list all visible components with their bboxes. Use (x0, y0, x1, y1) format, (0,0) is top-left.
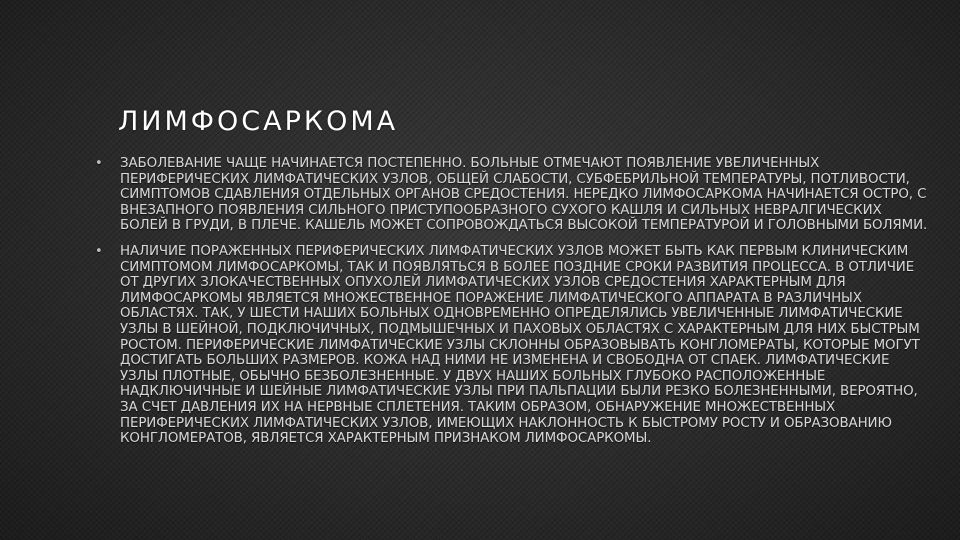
bullet-item (95, 156, 928, 234)
bullet-text: ЗАБОЛЕВАНИЕ ЧАЩЕ НАЧИНАЕТСЯ ПОСТЕПЕННО. БОЛЬНЫЕ ОТМЕЧАЮТ ПОЯВЛЕНИЕ УВЕЛИЧЕННЫХ ПЕРИФЕРИЧЕСКИХ ЛИМФАТИЧЕСКИХ УЗЛОВ, ОБЩЕЙ СЛАБОСТИ, СУБФЕБРИЛЬНОЙ ТЕМПЕРАТУРЫ, ПОТЛИВОСТИ, СИМПТОМОВ СДАВЛЕНИЯ ОТДЕЛЬНЫХ ОРГАНОВ СРЕДОСТЕНИЯ. НЕРЕДКО ЛИМФОСАРКОМА НАЧИНАЕТСЯ ОСТРО, С ВНЕЗАПНОГО ПОЯВЛЕНИЯ СИЛЬНОГО ПРИСТУПООБРАЗНОГО СУХОГО КАШЛЯ И СИЛЬНЫХ НЕВРАЛГИЧЕСКИХ БОЛЕЙ В ГРУДИ, В ПЛЕЧЕ. КАШЕЛЬ МОЖЕТ СОПРОВОЖДАТЬСЯ ВЫСОКОЙ ТЕМПЕРАТУРОЙ И ГОЛОВНЫМИ БОЛЯМИ. (120, 156, 928, 234)
bullet-marker: • (95, 156, 103, 171)
bullet-list (95, 156, 928, 457)
bullet-text: НАЛИЧИЕ ПОРАЖЕННЫХ ПЕРИФЕРИЧЕСКИХ ЛИМФАТИЧЕСКИХ УЗЛОВ МОЖЕТ БЫТЬ КАК ПЕРВЫМ КЛИНИЧЕСКИМ СИМПТОМОМ ЛИМФОСАРКОМЫ, ТАК И ПОЯВЛЯТЬСЯ В БОЛЕЕ ПОЗДНИЕ СРОКИ РАЗВИТИЯ ПРОЦЕССА. В ОТЛИЧИЕ ОТ ДРУГИХ ЗЛОКАЧЕСТВЕННЫХ ОПУХОЛЕЙ ЛИМФАТИЧЕСКИХ УЗЛОВ СРЕДОСТЕНИЯ ХАРАКТЕРНЫМ ДЛЯ ЛИМФОСАРКОМЫ ЯВЛЯЕТСЯ МНОЖЕСТВЕННОЕ ПОРАЖЕНИЕ ЛИМФАТИЧЕСКОГО АППАРАТА В РАЗЛИЧНЫХ ОБЛАСТЯХ. ТАК, У ШЕСТИ НАШИХ БОЛЬНЫХ ОДНОВРЕМЕННО ОПРЕДЕЛЯЛИСЬ УВЕЛИЧЕННЫЕ ЛИМФАТИЧЕСКИЕ УЗЛЫ В ШЕЙНОЙ, ПОДКЛЮЧИЧНЫХ, ПОДМЫШЕЧНЫХ И ПАХОВЫХ ОБЛАСТЯХ С ХАРАКТЕРНЫМ ДЛЯ НИХ БЫСТРЫМ РОСТОМ. ПЕРИФЕРИЧЕСКИЕ ЛИМФАТИЧЕСКИЕ УЗЛЫ СКЛОННЫ ОБРАЗОВЫВАТЬ КОНГЛОМЕРАТЫ, КОТОРЫЕ МОГУТ ДОСТИГАТЬ БОЛЬШИХ РАЗМЕРОВ. КОЖА НАД НИМИ НЕ ИЗМЕНЕНА И СВОБОДНА ОТ СПАЕК. ЛИМФАТИЧЕСКИЕ УЗЛЫ ПЛОТНЫЕ, ОБЫЧНО БЕЗБОЛЕЗНЕННЫЕ. У ДВУХ НАШИХ БОЛЬНЫХ ГЛУБОКО РАСПОЛОЖЕННЫЕ НАДКЛЮЧИЧНЫЕ И ШЕЙНЫЕ ЛИМФАТИЧЕСКИЕ УЗЛЫ ПРИ ПАЛЬПАЦИИ БЫЛИ РЕЗКО БОЛЕЗНЕННЫМИ, ВЕРОЯТНО, ЗА СЧЕТ ДАВЛЕНИЯ ИХ НА НЕРВНЫЕ СПЛЕТЕНИЯ. ТАКИМ ОБРАЗОМ, ОБНАРУЖЕНИЕ МНОЖЕСТВЕННЫХ ПЕРИФЕРИЧЕСКИХ ЛИМФАТИЧЕСКИХ УЗЛОВ, ИМЕЮЩИХ НАКЛОННОСТЬ К БЫСТРОМУ РОСТУ И ОБРАЗОВАНИЮ КОНГЛОМЕРАТОВ, ЯВЛЯЕТСЯ ХАРАКТЕРНЫМ ПРИЗНАКОМ ЛИМФОСАРКОМЫ. (120, 243, 920, 447)
bullet-item (95, 243, 928, 447)
bullet-marker: • (95, 243, 103, 259)
slide-title: ЛИМФОСАРКОМА (118, 106, 399, 137)
